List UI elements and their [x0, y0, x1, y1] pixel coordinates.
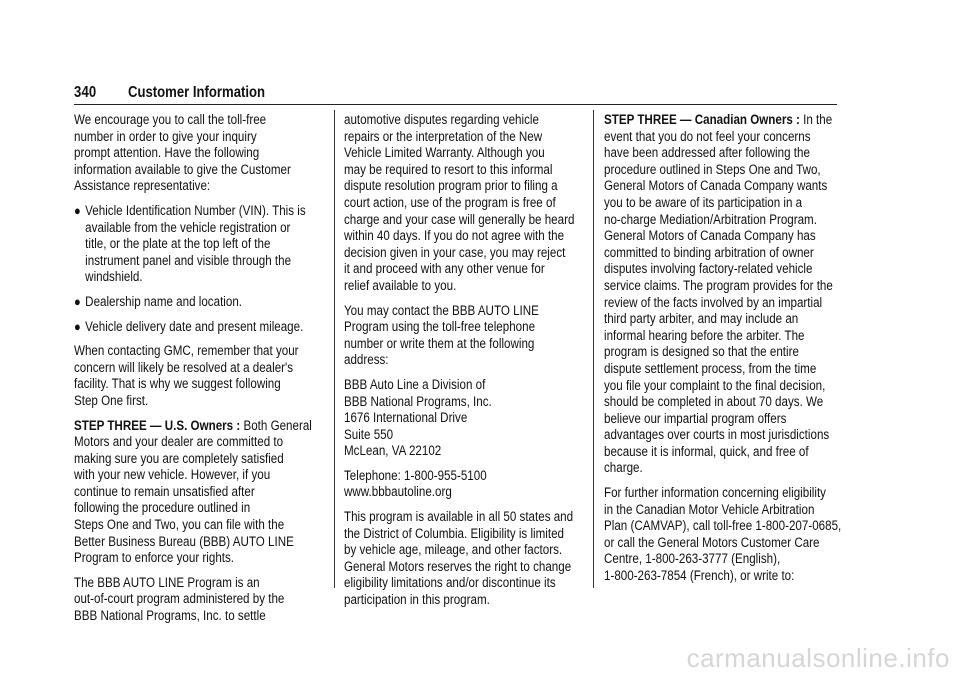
page-number: 340 [74, 84, 97, 101]
step-three-canada-paragraph: STEP THREE — Canadian Owners : In the event that you do not feel your concerns have been addressed after following the procedure outlined in Steps One and Two, General Motors of Canada Company wants you to be aware of its participation in a no-charge Mediation/Arbitration Program. General Motors of Canada Company has committed to binding arbitration of owner disputes involving factory-related vehicle service claims. The program provides for the review of the facts involved by an impartial third party arbiter, and may include an informal hearing before the arbiter. The program is designed so that the entire dispute settlement process, from the time you file your complaint to the final decision, should be completed in about 70 days. We believe our impartial program offers advantages over courts in most jurisdictions because it is informal, quick, and free of charge. [604, 112, 833, 476]
further-info-paragraph: For further information concerning eligibility in the Canadian Motor Vehicle Arbitration Plan (CAMVAP), call toll-free 1-800-207-0685, or call the General Motors Customer Care Centre, 1-800-263-3777 (English), 1-800-263-7854 (French), or write to: [604, 485, 842, 584]
step-three-us-paragraph: STEP THREE — U.S. Owners : Both General Motors and your dealer are committed to making sure you are completely satisfied with your new vehicle. However, if you continue to remain unsatisfied after following the procedure outlined in Steps One and Two, you can file with the Better Business Bureau (BBB) AUTO LINE Program to enforce your rights. [74, 417, 312, 566]
bbb-address: BBB Auto Line a Division of BBB National Programs, Inc. 1676 International Drive Suite 550 McLean, VA 22102 [344, 376, 492, 459]
continued-paragraph: automotive disputes regarding vehicle repairs or the interpretation of the New Vehicle Limited Warranty. Although you may be required to resort to this informal dispute resolution program prior to filing a court action, use of the program is free of charge and your case will generally be heard within 40 days. If you do not agree with the decision given in your case, you may reject it and proceed with any other venue for relief available to you. [344, 112, 575, 293]
bbb-website: www.bbbautoline.org [344, 484, 452, 500]
availability-paragraph: This program is available in all 50 states and the District of Columbia. Eligibility is limited by vehicle age, mileage, and other factors. General Motors reserves the right to change eligibility limitations and/or discontinue its participation in this program. [344, 509, 574, 608]
contact-paragraph: When contacting GMC, remember that your concern will likely be resolved at a dealer's facility. That is why we suggest following Step One first. [74, 343, 299, 408]
bullet-icon: ● [74, 202, 81, 218]
list-item: ● Vehicle Identification Number (VIN). This is available from the vehicle registration or title, or the plate at the top left of the instrument panel and visible through the windshield. [74, 202, 306, 285]
column-divider-right [593, 110, 594, 588]
contact-bbb-paragraph: You may contact the BBB AUTO LINE Program using the toll-free telephone number or write them at the following address: [344, 302, 539, 368]
bbb-telephone: Telephone: 1-800-955-5100 [344, 467, 487, 483]
column-left [74, 112, 326, 633]
column-right [604, 112, 844, 593]
page-header [74, 82, 837, 105]
list-item: ● Vehicle delivery date and present mileage. [74, 318, 304, 334]
page-title: Customer Information [128, 84, 266, 101]
column-middle [344, 112, 580, 617]
step-three-us-heading: STEP THREE — U.S. Owners : [74, 417, 241, 433]
bbb-program-paragraph: The BBB AUTO LINE Program is an out-of-court program administered by the BBB National Programs, Inc. to settle [74, 574, 285, 624]
intro-paragraph: We encourage you to call the toll-free number in order to give your inquiry prompt attention. Have the following information available to give the Customer Assistance representative: [74, 112, 291, 194]
column-divider-left [334, 110, 335, 588]
watermark: carmanualsonline.info [686, 643, 950, 673]
bullet-icon: ● [74, 293, 81, 309]
bbb-phone-web [344, 468, 582, 501]
bullet-icon: ● [74, 318, 81, 334]
list-item: ● Dealership name and location. [74, 293, 243, 309]
step-three-canada-heading: STEP THREE — Canadian Owners : [604, 112, 800, 127]
